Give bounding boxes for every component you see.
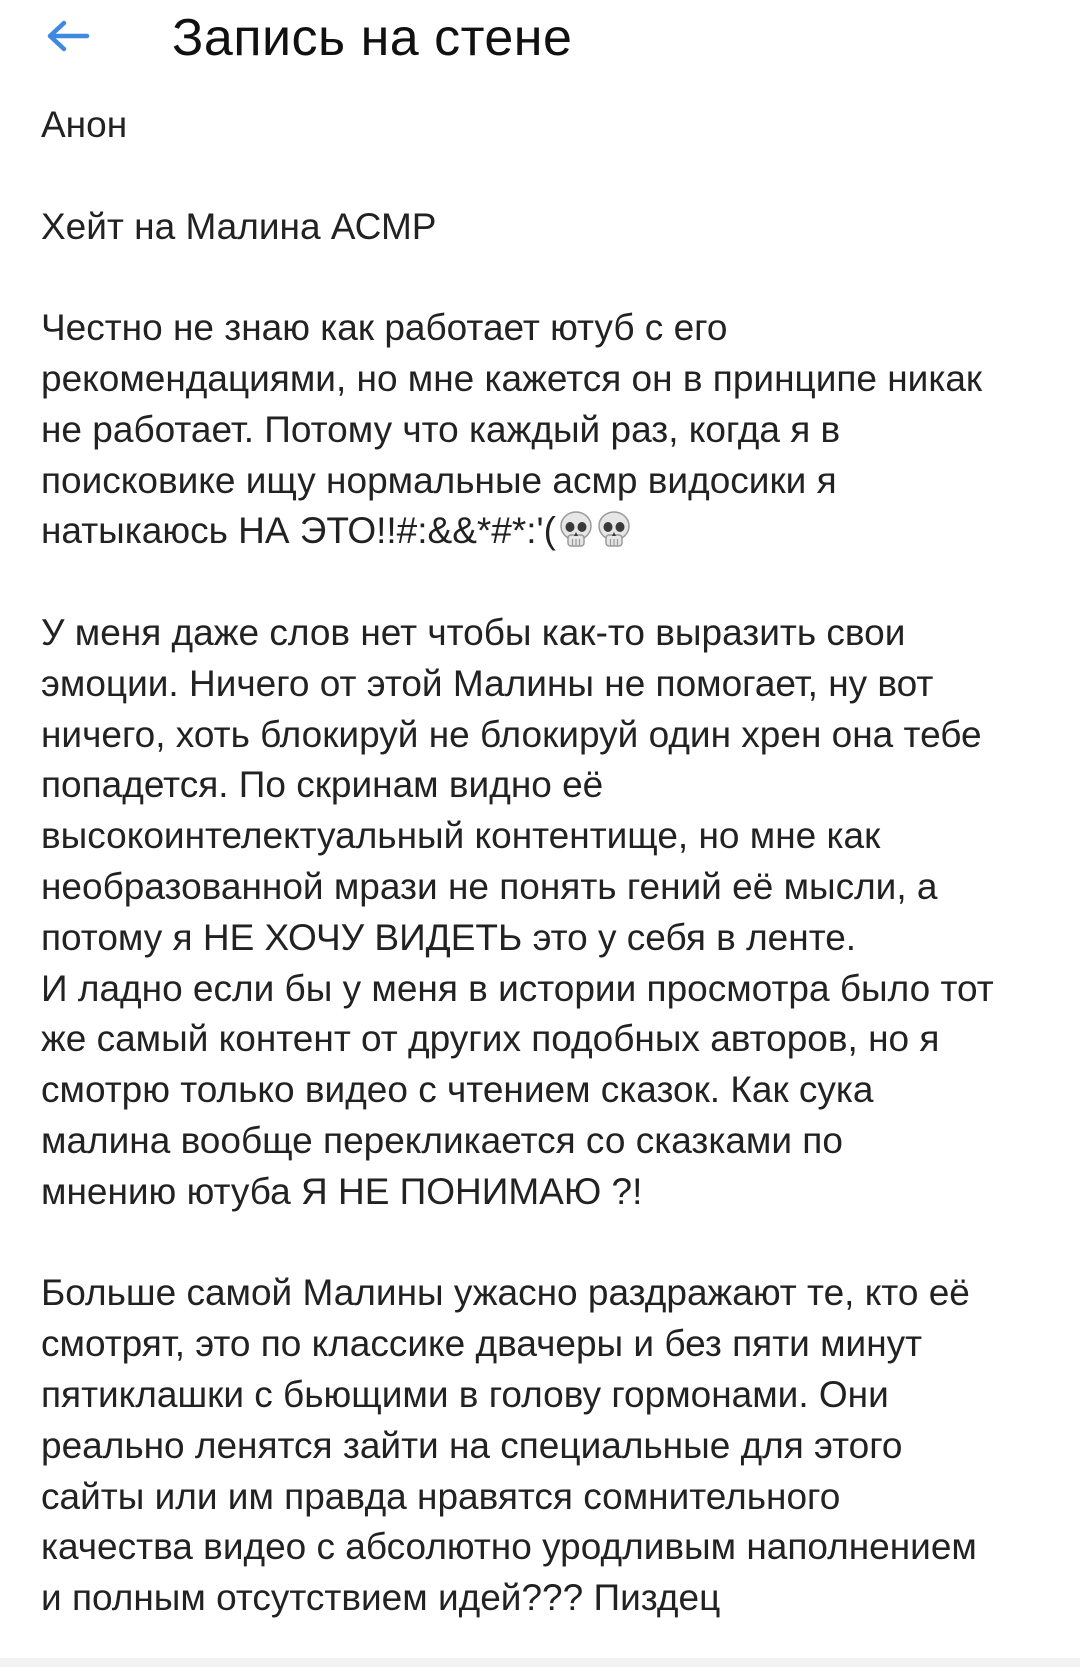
- text-line: высокоинтелектуальный контентище, но мне как: [41, 815, 881, 857]
- post-author: Анон: [41, 104, 128, 145]
- text-line: поисковике ищу нормальные асмр видосики я: [41, 459, 837, 501]
- text-line: смотрят, это по классике двачеры и без пяти минут: [41, 1323, 923, 1365]
- paragraph-2: [41, 608, 1051, 1218]
- bottom-divider: [0, 1658, 1080, 1667]
- skull-emoji-icon: [596, 511, 632, 549]
- text-line: качества видео с абсолютно уродливым наполнением: [41, 1526, 977, 1568]
- text-line: и полным отсутствием идей??? Пиздец: [41, 1577, 721, 1619]
- text-line: У меня даже слов нет чтобы как-то выразить свои: [41, 611, 906, 653]
- text-line: эмоции. Ничего от этой Малины не помогает, ну вот: [41, 662, 934, 704]
- text-line: И ладно если бы у меня в истории просмотра было тот: [41, 967, 994, 1009]
- spacer: [41, 1218, 1051, 1269]
- text-line: мнению ютуба Я НЕ ПОНИМАЮ ?!: [41, 1170, 643, 1212]
- text-line: пятиклашки с бьющими в голову гормонами. Они: [41, 1373, 889, 1415]
- paragraph-3: [41, 1268, 1051, 1624]
- back-button[interactable]: [40, 12, 100, 72]
- page-title: Запись на стене: [172, 9, 573, 67]
- spacer: [41, 252, 1051, 303]
- text-line: сайты или им правда нравятся сомнительного: [41, 1475, 841, 1517]
- text-fragment: натыкаюсь НА ЭТО!!#:&&*#*:'(: [41, 510, 556, 552]
- spacer: [41, 557, 1051, 608]
- header: [0, 0, 1080, 80]
- text-line: потому я НЕ ХОЧУ ВИДЕТЬ это у себя в ленте.: [41, 916, 857, 958]
- arrow-left-icon: [40, 12, 100, 72]
- text-line: ничего, хоть блокируй не блокируй один хрен она тебе: [41, 713, 982, 755]
- text-line: рекомендациями, но мне кажется он в принципе никак: [41, 357, 983, 399]
- post-subject: Хейт на Малина АСМР: [41, 205, 437, 247]
- skull-emoji-icon: [558, 511, 594, 549]
- text-line: не работает. Потому что каждый раз, когда я в: [41, 408, 841, 450]
- text-line: Больше самой Малины ужасно раздражают те, кто её: [41, 1272, 970, 1314]
- text-line: попадется. По скринам видно её: [41, 764, 604, 806]
- text-line: реально ленятся зайти на специальные для этого: [41, 1424, 903, 1466]
- text-line: необразованной мрази не понять гений её мысли, а: [41, 865, 938, 907]
- post-content: [41, 100, 1051, 1624]
- text-line-with-emoji: [41, 506, 1051, 557]
- text-line: малина вообще перекликается со сказками по: [41, 1119, 843, 1161]
- text-line: же самый контент от других подобных авторов, но я: [41, 1018, 940, 1060]
- text-line: смотрю только видео с чтением сказок. Как сука: [41, 1069, 874, 1111]
- text-line: Честно не знаю как работает ютуб с его: [41, 307, 728, 349]
- paragraph-1: [41, 303, 1051, 557]
- spacer: [41, 151, 1051, 202]
